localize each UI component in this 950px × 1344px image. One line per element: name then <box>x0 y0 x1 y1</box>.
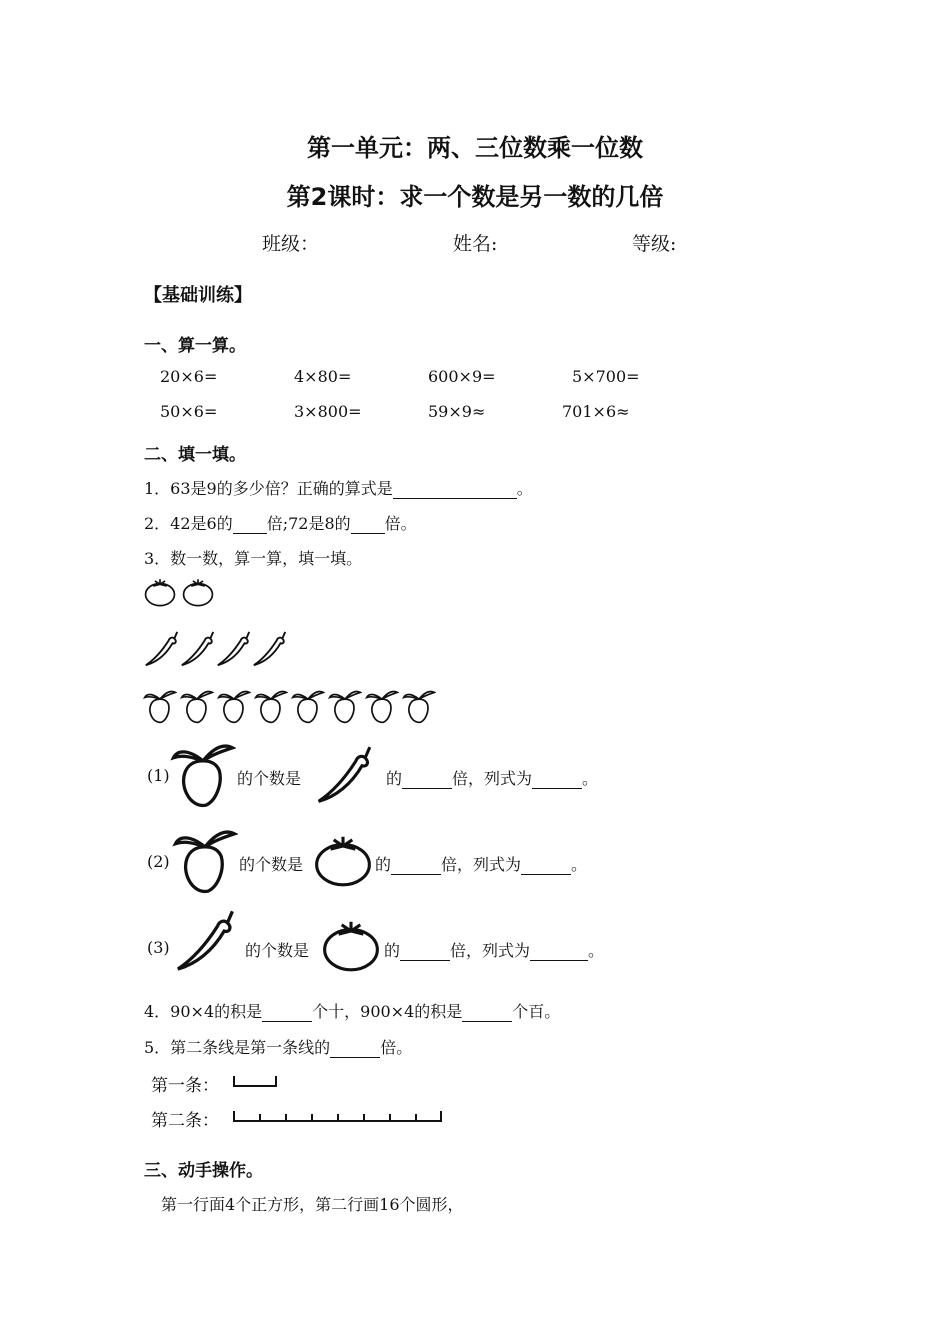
answer-blank[interactable] <box>330 1038 380 1058</box>
part1-heading: 一、算一算。 <box>144 336 246 356</box>
question-3: 3．数一数，算一算，填一填。 <box>144 549 363 568</box>
tomato-icon <box>143 577 177 607</box>
question-5: 5．第二条线是第一条线的 倍。 <box>144 1038 413 1057</box>
part2-heading: 二、填一填。 <box>144 445 246 465</box>
sub-question-2-text: 的个数是 <box>239 855 304 874</box>
tomato-icon <box>320 916 382 974</box>
radish-icon <box>291 687 325 725</box>
answer-blank[interactable] <box>532 769 582 789</box>
sub-question-1-answer: 的 倍，列式为 。 <box>386 769 599 788</box>
part3-instruction: 第一行面4个正方形，第二行画16个圆形， <box>161 1195 464 1214</box>
basic-training-heading: 【基础训练】 <box>144 285 252 306</box>
class-label: 班级： <box>262 233 320 255</box>
calc-item: 20×6= <box>160 367 218 386</box>
radish-icon <box>172 824 238 896</box>
radish-icon <box>402 687 436 725</box>
page-title: 第一单元：两、三位数乘一位数 <box>307 134 643 162</box>
pepper-icon <box>251 630 289 668</box>
answer-blank[interactable] <box>262 1002 312 1022</box>
sub-question-3-answer: 的 倍，列式为 。 <box>384 941 605 960</box>
tomato-icon <box>181 577 215 607</box>
radish-icon <box>365 687 399 725</box>
sub-question-3-number: (3) <box>147 938 170 957</box>
question-4: 4．90×4的积是 个十，900×4的积是 个百。 <box>144 1002 561 1021</box>
radish-icon <box>170 738 236 810</box>
part3-heading: 三、动手操作。 <box>144 1161 263 1181</box>
name-label: 姓名: <box>453 233 498 255</box>
pepper-icon <box>179 630 217 668</box>
sub-question-2-answer: 的 倍，列式为 。 <box>375 855 588 874</box>
grade-label: 等级: <box>632 233 677 255</box>
calc-item: 701×6≈ <box>562 402 630 421</box>
answer-blank[interactable] <box>400 941 450 961</box>
question-1: 1．63是9的多少倍？正确的算式是 。 <box>144 479 533 498</box>
pepper-icon <box>170 908 242 974</box>
question-2: 2．42是6的 倍;72是8的 倍。 <box>144 514 417 533</box>
calc-item: 600×9= <box>428 367 496 386</box>
sub-question-1-number: (1) <box>147 766 170 785</box>
tomato-icon <box>312 831 374 889</box>
calc-item: 59×9≈ <box>428 402 486 421</box>
pepper-icon <box>143 630 181 668</box>
lesson-subtitle: 第2课时：求一个数是另一数的几倍 <box>286 183 664 211</box>
sub-question-3-text: 的个数是 <box>245 941 310 960</box>
answer-blank[interactable] <box>351 514 385 534</box>
segment-line-2 <box>232 1109 446 1125</box>
radish-icon <box>328 687 362 725</box>
answer-blank[interactable] <box>462 1002 512 1022</box>
answer-blank[interactable] <box>233 514 267 534</box>
answer-blank[interactable] <box>402 769 452 789</box>
line-2-label: 第二条： <box>151 1111 219 1131</box>
calc-item: 50×6= <box>160 402 218 421</box>
calc-item: 3×800= <box>294 402 362 421</box>
radish-icon <box>254 687 288 725</box>
sub-question-1-text: 的个数是 <box>237 769 302 788</box>
radish-icon <box>143 687 177 725</box>
calc-item: 4×80= <box>294 367 352 386</box>
sub-question-2-number: (2) <box>147 852 170 871</box>
answer-blank[interactable] <box>521 855 571 875</box>
calc-item: 5×700= <box>572 367 640 386</box>
answer-blank[interactable] <box>391 855 441 875</box>
answer-blank[interactable] <box>530 941 588 961</box>
line-1-label: 第一条： <box>151 1076 219 1096</box>
pepper-icon <box>215 630 253 668</box>
answer-blank[interactable] <box>393 479 517 499</box>
radish-icon <box>217 687 251 725</box>
segment-line-1 <box>232 1074 282 1090</box>
radish-icon <box>180 687 214 725</box>
pepper-icon <box>312 744 378 806</box>
